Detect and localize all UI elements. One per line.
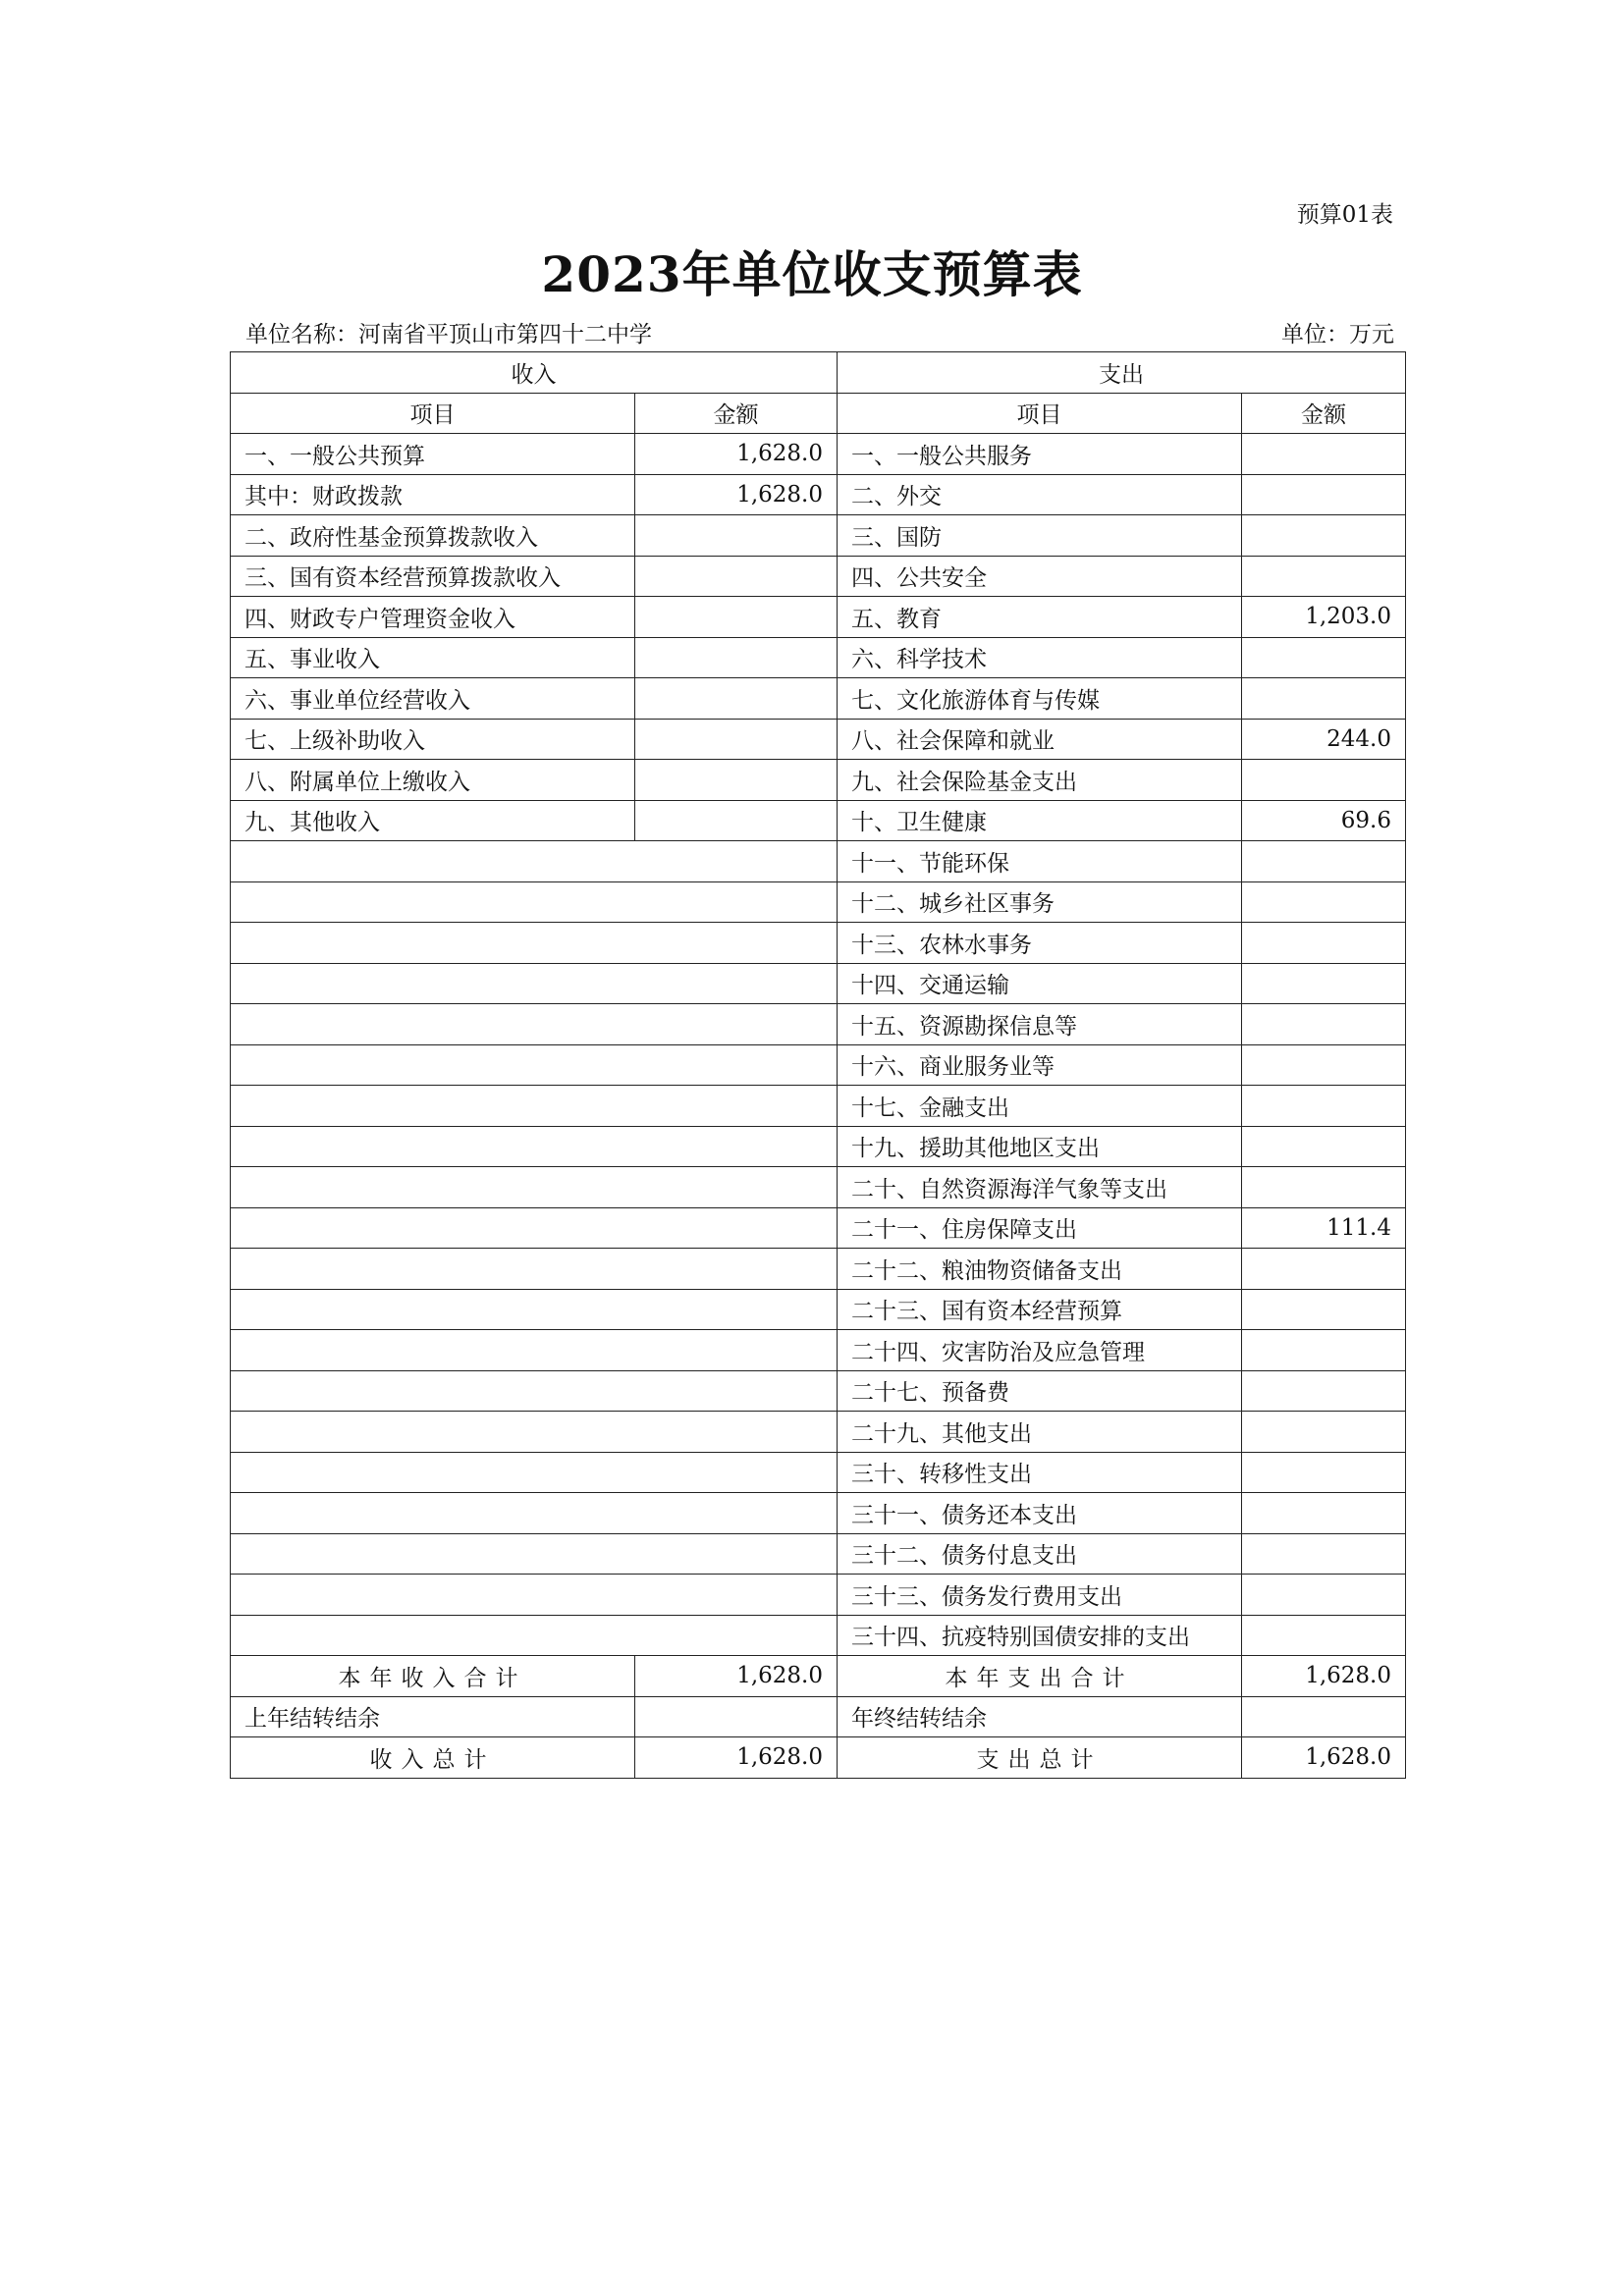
expense-grand-total-label: 支出总计 xyxy=(838,1737,1242,1779)
income-amount-header: 金额 xyxy=(635,393,838,434)
table-row xyxy=(231,1493,1406,1534)
expense-item: 二十、自然资源海洋气象等支出 xyxy=(838,1167,1242,1208)
table-row xyxy=(231,1452,1406,1493)
income-empty-cell xyxy=(231,881,838,923)
income-amount: 1,628.0 xyxy=(635,434,838,475)
expense-amount xyxy=(1242,515,1406,557)
income-amount xyxy=(635,515,838,557)
expense-amount xyxy=(1242,1044,1406,1086)
income-empty-cell xyxy=(231,1004,838,1045)
expense-header: 支出 xyxy=(838,352,1406,394)
table-row xyxy=(231,1249,1406,1290)
expense-amount xyxy=(1242,1370,1406,1412)
expense-item: 二、外交 xyxy=(838,474,1242,515)
expense-amount xyxy=(1242,1493,1406,1534)
income-item: 四、财政专户管理资金收入 xyxy=(231,597,635,638)
table-row xyxy=(231,1330,1406,1371)
income-header: 收入 xyxy=(231,352,838,394)
expense-item-header: 项目 xyxy=(838,393,1242,434)
income-empty-cell xyxy=(231,1167,838,1208)
table-row xyxy=(231,923,1406,964)
table-row xyxy=(231,1412,1406,1453)
expense-item: 十六、商业服务业等 xyxy=(838,1044,1242,1086)
currency-unit: 单位：万元 xyxy=(1281,322,1394,347)
prior-year-carryover-label: 上年结转结余 xyxy=(231,1696,635,1737)
expense-amount xyxy=(1242,1004,1406,1045)
expense-amount xyxy=(1242,1330,1406,1371)
grand-total-row xyxy=(231,1737,1406,1779)
income-item: 八、附属单位上缴收入 xyxy=(231,760,635,801)
table-row xyxy=(231,1126,1406,1167)
income-amount xyxy=(635,760,838,801)
expense-amount xyxy=(1242,963,1406,1004)
expense-item: 十一、节能环保 xyxy=(838,841,1242,882)
income-item: 其中：财政拨款 xyxy=(231,474,635,515)
income-item: 一、一般公共预算 xyxy=(231,434,635,475)
income-empty-cell xyxy=(231,1575,838,1616)
table-row xyxy=(231,1370,1406,1412)
table-row xyxy=(231,1533,1406,1575)
expense-amount: 1,203.0 xyxy=(1242,597,1406,638)
income-empty-cell xyxy=(231,1207,838,1249)
table-row xyxy=(231,597,1406,638)
income-empty-cell xyxy=(231,1615,838,1656)
income-grand-total: 1,628.0 xyxy=(635,1737,838,1779)
expense-amount: 244.0 xyxy=(1242,719,1406,760)
table-row xyxy=(231,637,1406,678)
expense-amount xyxy=(1242,841,1406,882)
income-amount xyxy=(635,678,838,720)
expense-amount xyxy=(1242,556,1406,597)
income-amount xyxy=(635,597,838,638)
expense-amount-header: 金额 xyxy=(1242,393,1406,434)
expense-amount xyxy=(1242,1249,1406,1290)
year-expense-total-label: 本年支出合计 xyxy=(838,1656,1242,1697)
income-item: 三、国有资本经营预算拨款收入 xyxy=(231,556,635,597)
income-empty-cell xyxy=(231,1249,838,1290)
section-header-row xyxy=(231,352,1406,394)
budget-table xyxy=(230,351,1406,1779)
table-row xyxy=(231,800,1406,841)
expense-item: 二十七、预备费 xyxy=(838,1370,1242,1412)
income-amount xyxy=(635,800,838,841)
expense-amount: 111.4 xyxy=(1242,1207,1406,1249)
expense-item: 十二、城乡社区事务 xyxy=(838,881,1242,923)
expense-item: 八、社会保障和就业 xyxy=(838,719,1242,760)
expense-item: 七、文化旅游体育与传媒 xyxy=(838,678,1242,720)
expense-item: 十五、资源勘探信息等 xyxy=(838,1004,1242,1045)
table-row xyxy=(231,1044,1406,1086)
expense-item: 十七、金融支出 xyxy=(838,1086,1242,1127)
table-row xyxy=(231,678,1406,720)
expense-item: 五、教育 xyxy=(838,597,1242,638)
table-row xyxy=(231,1289,1406,1330)
income-item-header: 项目 xyxy=(231,393,635,434)
expense-amount xyxy=(1242,1167,1406,1208)
table-row xyxy=(231,1167,1406,1208)
expense-amount xyxy=(1242,637,1406,678)
income-empty-cell xyxy=(231,963,838,1004)
table-row xyxy=(231,719,1406,760)
prior-year-carryover xyxy=(635,1696,838,1737)
column-header-row xyxy=(231,393,1406,434)
table-row xyxy=(231,1575,1406,1616)
income-empty-cell xyxy=(231,1330,838,1371)
income-empty-cell xyxy=(231,923,838,964)
income-item: 六、事业单位经营收入 xyxy=(231,678,635,720)
page-title: 2023年单位收支预算表 xyxy=(541,245,1083,303)
income-grand-total-label: 收入总计 xyxy=(231,1737,635,1779)
expense-amount xyxy=(1242,1575,1406,1616)
table-row xyxy=(231,881,1406,923)
carryover-row xyxy=(231,1696,1406,1737)
expense-item: 一、一般公共服务 xyxy=(838,434,1242,475)
expense-amount xyxy=(1242,1533,1406,1575)
expense-grand-total: 1,628.0 xyxy=(1242,1737,1406,1779)
income-empty-cell xyxy=(231,1533,838,1575)
income-empty-cell xyxy=(231,1412,838,1453)
income-empty-cell xyxy=(231,1452,838,1493)
table-row xyxy=(231,515,1406,557)
expense-amount xyxy=(1242,1086,1406,1127)
expense-item: 十、卫生健康 xyxy=(838,800,1242,841)
income-item: 七、上级补助收入 xyxy=(231,719,635,760)
expense-item: 二十九、其他支出 xyxy=(838,1412,1242,1453)
income-empty-cell xyxy=(231,841,838,882)
expense-amount: 69.6 xyxy=(1242,800,1406,841)
expense-amount xyxy=(1242,474,1406,515)
year-income-total-label: 本年收入合计 xyxy=(231,1656,635,1697)
income-item: 九、其他收入 xyxy=(231,800,635,841)
table-row xyxy=(231,474,1406,515)
expense-item: 二十一、住房保障支出 xyxy=(838,1207,1242,1249)
expense-amount xyxy=(1242,434,1406,475)
expense-amount xyxy=(1242,1289,1406,1330)
income-amount xyxy=(635,556,838,597)
year-end-carryover-label: 年终结转结余 xyxy=(838,1696,1242,1737)
table-row xyxy=(231,1207,1406,1249)
expense-item: 九、社会保险基金支出 xyxy=(838,760,1242,801)
expense-amount xyxy=(1242,1126,1406,1167)
table-row xyxy=(231,841,1406,882)
expense-amount xyxy=(1242,760,1406,801)
expense-item: 二十二、粮油物资储备支出 xyxy=(838,1249,1242,1290)
table-row xyxy=(231,963,1406,1004)
expense-amount xyxy=(1242,1615,1406,1656)
income-amount xyxy=(635,719,838,760)
income-empty-cell xyxy=(231,1126,838,1167)
income-empty-cell xyxy=(231,1370,838,1412)
income-amount xyxy=(635,637,838,678)
expense-item: 六、科学技术 xyxy=(838,637,1242,678)
expense-item: 三十三、债务发行费用支出 xyxy=(838,1575,1242,1616)
table-row xyxy=(231,434,1406,475)
income-empty-cell xyxy=(231,1086,838,1127)
table-row xyxy=(231,556,1406,597)
expense-item: 二十三、国有资本经营预算 xyxy=(838,1289,1242,1330)
expense-item: 三十、转移性支出 xyxy=(838,1452,1242,1493)
year-total-row xyxy=(231,1656,1406,1697)
table-row xyxy=(231,1615,1406,1656)
income-empty-cell xyxy=(231,1044,838,1086)
budget-rows xyxy=(231,434,1406,1656)
year-end-carryover xyxy=(1242,1696,1406,1737)
expense-item: 二十四、灾害防治及应急管理 xyxy=(838,1330,1242,1371)
expense-item: 三、国防 xyxy=(838,515,1242,557)
expense-item: 十九、援助其他地区支出 xyxy=(838,1126,1242,1167)
form-code: 预算01表 xyxy=(1296,202,1393,228)
expense-item: 三十四、抗疫特别国债安排的支出 xyxy=(838,1615,1242,1656)
income-empty-cell xyxy=(231,1493,838,1534)
unit-name: 单位名称：河南省平顶山市第四十二中学 xyxy=(245,322,652,347)
expense-amount xyxy=(1242,678,1406,720)
year-income-total: 1,628.0 xyxy=(635,1656,838,1697)
expense-amount xyxy=(1242,923,1406,964)
expense-item: 三十一、债务还本支出 xyxy=(838,1493,1242,1534)
expense-item: 三十二、债务付息支出 xyxy=(838,1533,1242,1575)
expense-amount xyxy=(1242,881,1406,923)
table-row xyxy=(231,760,1406,801)
year-expense-total: 1,628.0 xyxy=(1242,1656,1406,1697)
income-amount: 1,628.0 xyxy=(635,474,838,515)
expense-item: 十四、交通运输 xyxy=(838,963,1242,1004)
income-empty-cell xyxy=(231,1289,838,1330)
expense-item: 十三、农林水事务 xyxy=(838,923,1242,964)
table-row xyxy=(231,1086,1406,1127)
expense-item: 四、公共安全 xyxy=(838,556,1242,597)
income-item: 五、事业收入 xyxy=(231,637,635,678)
income-item: 二、政府性基金预算拨款收入 xyxy=(231,515,635,557)
expense-amount xyxy=(1242,1412,1406,1453)
expense-amount xyxy=(1242,1452,1406,1493)
table-row xyxy=(231,1004,1406,1045)
